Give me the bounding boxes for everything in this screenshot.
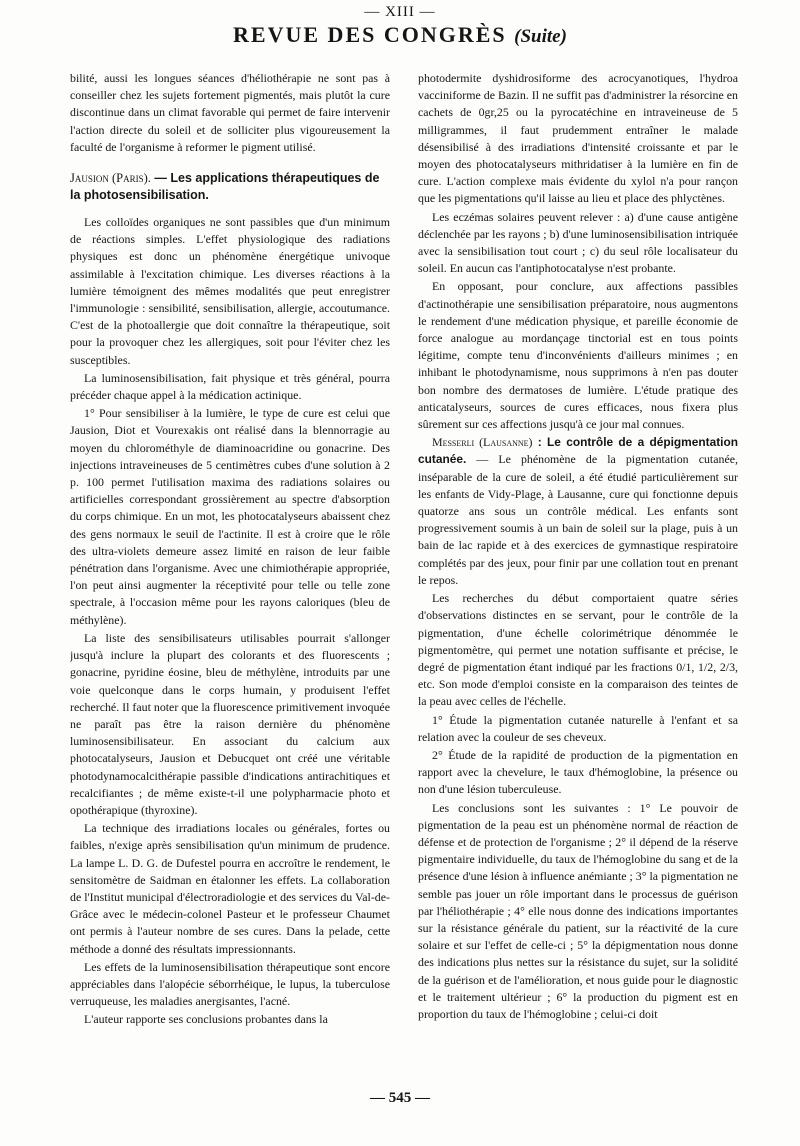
section-heading <box>70 170 390 204</box>
running-title <box>0 22 800 48</box>
inline-body: — Le phénomène de la pigmentation cutanée, inséparable de la cure de soleil, a été étudié particulièrement sur les enfants de Vidy-Plage, à Lausanne, cure qui fonctionne depuis quatorze ans sous un contrôle médical. Les enfants sont progressivement soumis à un bain de soleil sur la plage, puis à un bain de lac rapide et à des exercices de gymnastique respiratoire complétés par des jeux, pour finir par une collation tout en prenant le repos. <box>418 452 738 587</box>
paragraph: Les colloïdes organiques ne sont passibles que d'un minimum de réactions simples. L'effet physiologique des radiations physiques est donc un phénomène énergétique univoque assimilable à l'excitation chimique. Les diverses réactions à la lumière témoignent des mêmes modalités que peut enregistrer l'immunologie : sensibilité, sensibilisation, allergie, accoutumance. C'est de la photoallergie que doit connaître la thérapeutique, soit pour la provoquer chez les allergiques, soit pour l'éviter chez les susceptibles. <box>70 215 390 367</box>
paragraph: En opposant, pour conclure, aux affections passibles d'actinothérapie une sensibilisation préparatoire, nous augmentons le rendement d'une médication physique, et pareille économie de force analogue au mordançage tinctorial est en tous points légitime, compte tenu d'inconvénients d'ailleurs minimes ; en inhibant le photodynamisme, nous supprimons à n'en pas douter bon nombre des dermatoses de lumière. L'étude pratique des anticatalyseurs, sources de cures efficaces, nous fixera plus sûrement sur ces affections jusqu'à ce jour mal connues. <box>418 279 738 432</box>
paragraph: 1° Étude la pigmentation cutanée naturelle à l'enfant et sa relation avec la couleur de ses cheveux. <box>418 712 738 744</box>
page-header-roman: — XIII — <box>364 4 436 20</box>
paragraph: Les effets de la luminosensibilisation thérapeutique sont encore appréciables dans l'alopécie séborrhéique, le lupus, la tuberculose verruqueuse, les maladies anergisantes, l'acné. <box>70 959 390 1009</box>
running-title-text: REVUE DES CONGRÈS <box>233 22 507 47</box>
paragraph: La luminosensibilisation, fait physique et très général, pourra précéder chaque appel à la médication actinique. <box>70 370 390 403</box>
paragraph: Les recherches du début comportaient quatre séries d'observations distinctes en se servant, pour le contrôle de la pigmentation, d'une échelle colorimétrique dénommée le pigmentomètre, qui permet une notation suffisante et précise, le degré de pigmentation étant indiqué par les fractions 0/1, 1/2, 2/3, etc. Son mode d'emploi consiste en la comparaison des teintes de la peau avec celles de l'échelle. <box>418 591 738 709</box>
section-title: — Les applications thérapeutiques de la photosensibilisation. <box>70 171 380 203</box>
paragraph: 2° Étude de la rapidité de production de la pigmentation en rapport avec la chevelure, le taux d'hémoglobine, la présence ou non d'une lésion tuberculeuse. <box>418 747 738 797</box>
paragraph-with-heading <box>418 434 738 589</box>
right-column <box>418 70 738 1090</box>
running-title-suite: (Suite) <box>514 26 567 47</box>
article-columns <box>70 70 738 1090</box>
paragraph: bilité, aussi les longues séances d'héliothérapie ne sont pas à conseiller chez les sujets fortement pigmentés, mais plutôt la cure discontinue dans un climat favorable qui permet de faire intervenir l'action directe du soleil et de solliciter plus vigoureusement la faculté de l'organisme à reformer le pigment utilisé. <box>70 71 390 154</box>
paragraph: L'auteur rapporte ses conclusions probantes dans la <box>84 1012 328 1027</box>
paragraph: Les conclusions sont les suivantes : 1° Le pouvoir de pigmentation de la peau est un phénomène normal de réaction de défense et de protection de l'organisme ; 2° il dépend de la réserve pigmentaire individuelle, du taux de l'hémoglobine du sang et de la présence d'une lésion à influence anémiante ; 3° la pigmentation ne semble pas jouer un rôle important dans le processus de guérison par l'héliothérapie ; 4° elle nous donne des indications importantes sur la résistance générale du patient, sur la réactivité de la cure solaire et sur l'effet de celle-ci ; 5° la dépigmentation nous donne des indications plus nettes sur la résistance du sujet, sur la solidité de la guérison et de l'amélioration, et nous guide pour le diagnostic et le traitement ultérieur ; 6° la production du pigment est en proportion du taux de l'hémoglobine ; celui-ci doit <box>418 800 738 1021</box>
page-number: — 545 — <box>370 1090 430 1106</box>
inline-title: : Le contrôle de a dépigmentation cutanée. <box>418 435 738 467</box>
paragraph: La technique des irradiations locales ou générales, fortes ou faibles, n'exige après sensibilisation qu'un minimum de prudence. La lampe L. D. G. de Dufestel pourra en accroître le rendement, le sensitomètre de Saidman en étalonner les effets. La collaboration de l'Institut municipal d'électroradiologie et des services du Val-de-Grâce avec le médecin-colonel Pasteur et le professeur Chaumet ont permis à l'auteur nombre de ses cures. Dans la pelade, cette méthode a donné des résultats impressionnants. <box>70 821 390 956</box>
paragraph: 1° Pour sensibiliser à la lumière, le type de cure est celui que Jausion, Diot et Vourexakis ont réalisé dans la blennorragie au moyen du chlorométhyle de diaminoacridine ou gonacrine. Des injections intraveineuses de 5 centimètres cubes d'une solution à 2 p. 100 permet l'utilisation maxima des radiations solaires ou artificielles correspondant grossièrement au spectre d'absorption du corps chimique. En un mot, les photocatalyseurs abaissent chez des gens normaux le seuil de l'actinite. Il est à croire que le rôle des ultra-violets demeure assez limité en raison de leur faible pénétration dans l'organisme. Avec une chimiothérapie appropriée, l'on peut ainsi augmenter la réceptivité pour telle ou telle zone spectrale, à l'occasion même pour les rayons caloriques (bleu de méthylène). <box>70 406 390 627</box>
paragraph: Les eczémas solaires peuvent relever : a) d'une cause antigène déclenchée par les rayons ; b) d'une luminosensibilisation intriquée avec la sensibilisation tout court ; c) du seul rôle localisateur du soleil. En aucun cas l'antiphotocatalyse n'est probante. <box>418 209 738 276</box>
left-column <box>70 70 390 1090</box>
inline-author: Messerli (Lausanne) <box>432 435 533 450</box>
section-author: Jausion (Paris). <box>70 171 151 186</box>
paragraph: photodermite dyshidrosiforme des acrocyanotiques, l'hydroa vacciniforme de Bazin. Il ne suffit pas d'administrer la résorcine en cachets de 0gr,25 ou la pyrocatéchine en intraveineuse de 5 milligrammes, il faut prudemment entraîner le malade désensibilisé à des irradiations d'intensité croissante et par le moyen des photocatalyseurs mithridatiser à la lumière en fin de cure. L'action complexe mais évidente du xylol n'a pour rançon que les pigmentations qu'il laisse au lieu et place des phlyctènes. <box>418 71 738 206</box>
paragraph: La liste des sensibilisateurs utilisables pourrait s'allonger jusqu'à inclure la plupart des colorants et des fluorescents ; gonacrine, pyridine éosine, bleu de méthylène, introduits par une voie quelconque dans le corps humain, y produisent l'effet recherché. Il faut noter que la fluorescence primitivement invoquée ne paraît pas être la raison dernière du phénomène luminosensibilisateur. En associant du calcium aux photocatalyseurs, Jausion et Debucquet ont créé une véritable photodynamocalcithérapie passible d'indications antirachitiques et recalcifiantes ; de même existe-t-il une polypharmacie photo et opothérapique (thyroxine). <box>70 630 390 817</box>
